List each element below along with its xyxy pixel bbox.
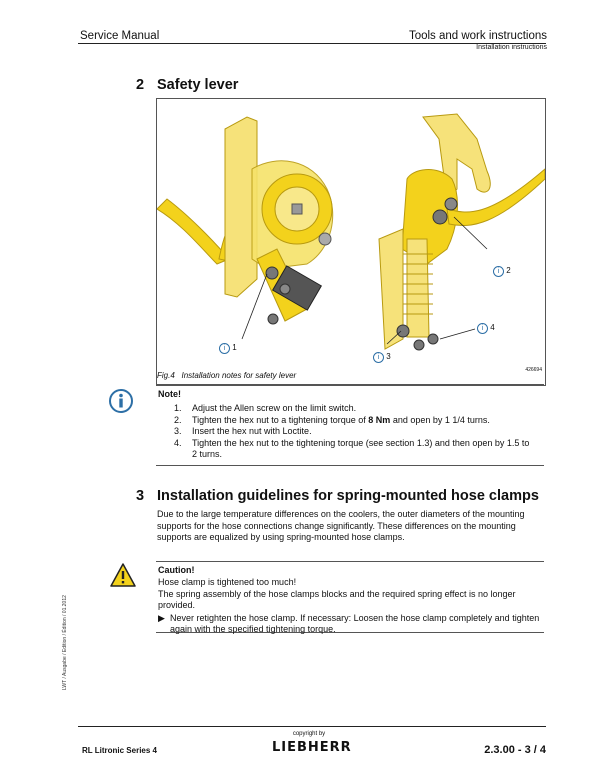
info-icon [109,389,133,413]
section-2-number: 2 [136,77,145,93]
caution-bullet: ▶ Never retighten the hose clamp. If necessary: Loosen the hose clamp completely and tighten again with the specified tightening torque. [158,612,540,634]
callout-4: i 4 [477,323,495,334]
caution-text: Hose clamp is tightened too much! The spring assembly of the hose clamps blocks and the required spring effect is no longer provided. ▶ Never retighten the hose clamp. If necessary: Loosen the hose clamp completely and tighten again with the specified tightening torque. [158,577,542,636]
section-3-paragraph: Due to the large temperature differences on the coolers, the outer diameters of the mounting supports for the hose connections change significantly. These differences on the mounting supports are equalized by using spring-mounted hose clamps. [157,509,525,542]
note-step: 2. Tighten the hex nut to a tightening torque of 8 Nm and open by 1 1/4 turns. [174,414,490,425]
note-step: 3. Insert the hex nut with Loctite. [174,426,312,436]
note-steps [174,403,534,461]
footer-rule [78,726,546,727]
header-chapter-title: Tools and work instructions [408,30,547,42]
safety-lever-illustration [157,99,545,385]
footer-product: RL Litronic Series 4 [82,746,157,755]
header-subtitle: Installation instructions [476,44,547,51]
safety-lever-figure [156,98,546,386]
note-step: 4. Tighten the hex nut to the tightening torque (see section 1.3) and then open by 1.5 to 2 turns. [174,437,530,459]
warning-icon [110,563,136,587]
header-rule [78,43,546,44]
caution-title: Caution! [158,565,195,575]
figure-caption: Fig.4 Installation notes for safety lever [157,371,297,380]
section-2-title: Safety lever [157,77,239,93]
footer-copyright: copyright by [292,731,326,737]
note-title: Note! [158,389,181,399]
figure-code: 426694 [525,367,542,373]
callout-2: i 2 [493,266,511,277]
section-3-title: Installation guidelines for spring-mounted hose clamps [157,488,539,504]
section-3-number: 3 [136,488,145,504]
edition-side-text: LWT / Ausgabe / Edition / Édition / 01.2012 [62,595,68,690]
caution-box [156,561,544,633]
note-step: 1. Adjust the Allen screw on the limit switch. [174,403,357,413]
note-box [156,384,544,466]
header-manual-title: Service Manual [80,30,160,42]
liebherr-logo: LIEBHERR [272,740,352,755]
callout-1: i 1 [219,343,237,354]
callout-3: i 3 [373,352,391,363]
page-number: 2.3.00 - 3 / 4 [484,744,546,756]
